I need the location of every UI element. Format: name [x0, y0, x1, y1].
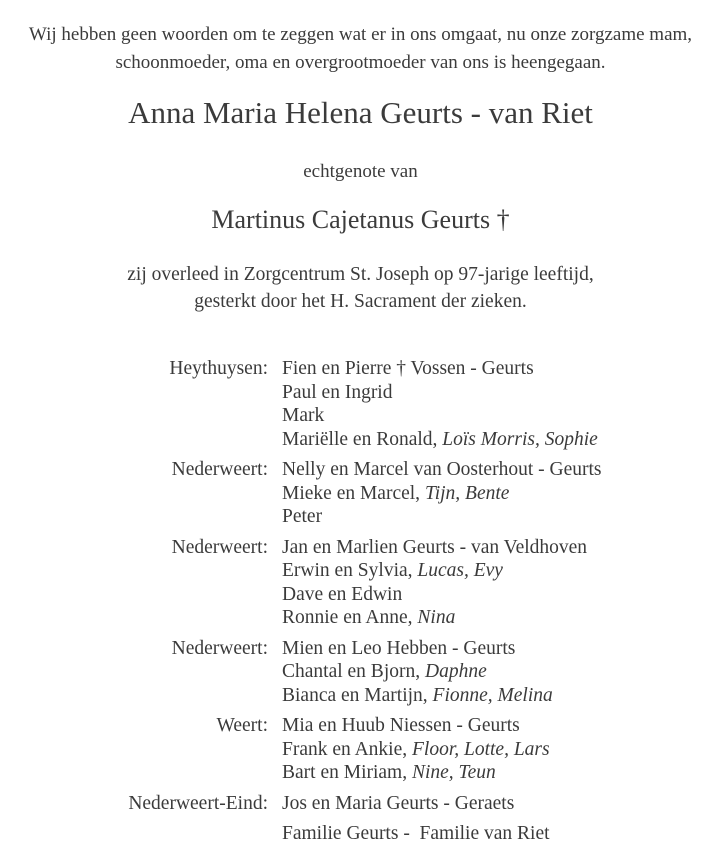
name-text: Mien en Leo Hebben - Geurts	[282, 637, 516, 659]
name-text: Bart en Miriam,	[282, 762, 412, 783]
family-line	[282, 583, 721, 607]
closing-row	[0, 822, 721, 846]
family-line	[282, 428, 721, 452]
family-line	[282, 505, 721, 529]
family-group	[0, 792, 721, 816]
family-line	[282, 559, 721, 583]
family-line	[282, 792, 721, 816]
name-text: Mieke en Marcel,	[282, 482, 425, 504]
child-names-italic: Fionne, Melina	[432, 684, 553, 706]
family-line	[282, 606, 721, 630]
family-lines	[282, 637, 721, 708]
family-line	[282, 404, 721, 428]
child-names-italic: Daphne	[424, 661, 487, 682]
name-text: Nelly en Marcel van Oosterhout - Geurts	[282, 459, 602, 480]
family-line	[282, 458, 721, 482]
family-place-label: Weert:	[216, 715, 268, 736]
child-names-italic: Lucas, Evy	[417, 560, 503, 581]
name-text: Ronnie en Anne,	[282, 607, 418, 628]
family-lines	[282, 357, 721, 451]
name-text: Bianca en Martijn,	[282, 684, 433, 706]
family-line	[282, 482, 721, 506]
family-line	[282, 660, 721, 684]
family-place-label: Nederweert:	[171, 459, 268, 480]
family-section	[0, 357, 721, 846]
family-lines	[282, 536, 721, 630]
spouse-name: Martinus Cajetanus Geurts †	[211, 205, 510, 234]
name-text: Peter	[282, 506, 323, 527]
child-names-italic: Nina	[417, 607, 456, 628]
family-group	[0, 357, 721, 451]
family-line	[282, 357, 721, 381]
family-lines	[282, 714, 721, 785]
family-group	[0, 637, 721, 708]
family-place-label: Nederweert-Eind:	[128, 792, 268, 814]
closing-place-spacer	[0, 822, 268, 846]
family-line	[282, 761, 721, 785]
deceased-name: Anna Maria Helena Geurts - van Riet	[128, 95, 593, 130]
family-group	[0, 536, 721, 630]
family-place-label: Heythuysen:	[169, 358, 268, 379]
death-notice-line-1: zij overleed in Zorgcentrum St. Joseph op 97-jarige leeftijd,	[127, 264, 594, 285]
family-line	[282, 738, 721, 762]
family-line	[282, 684, 721, 708]
family-line	[282, 381, 721, 405]
closing-line: Familie Geurts - Familie van Riet	[282, 823, 550, 844]
family-line	[282, 637, 721, 661]
death-notice-line-2: gesterkt door het H. Sacrament der zieken.	[194, 291, 527, 312]
name-text: Chantal en Bjorn,	[282, 661, 425, 682]
family-place-label: Nederweert:	[171, 637, 268, 659]
family-list	[0, 357, 721, 815]
family-group	[0, 458, 721, 529]
family-group	[0, 714, 721, 785]
child-names-italic: Nine, Teun	[411, 762, 496, 783]
child-names-italic: Loïs Morris, Sophie	[442, 428, 598, 450]
family-place-label: Nederweert:	[171, 536, 268, 558]
intro-text	[0, 0, 721, 77]
name-text: Erwin en Sylvia,	[282, 560, 418, 581]
name-text: Paul en Ingrid	[282, 381, 393, 403]
family-line	[282, 714, 721, 738]
child-names-italic: Tijn, Bente	[424, 482, 510, 504]
name-text: Jos en Maria Geurts - Geraets	[282, 792, 515, 814]
name-text: Mark	[282, 405, 325, 426]
name-text: Fien en Pierre † Vossen - Geurts	[282, 358, 534, 379]
name-text: Mariëlle en Ronald,	[282, 428, 443, 450]
name-text: Dave en Edwin	[282, 583, 403, 605]
death-notice	[0, 261, 721, 315]
relation-label: echtgenote van	[303, 161, 418, 182]
family-lines	[282, 792, 721, 816]
family-lines	[282, 458, 721, 529]
child-names-italic: Floor, Lotte, Lars	[411, 738, 550, 760]
closing-lines	[282, 822, 721, 846]
name-text: Jan en Marlien Geurts - van Veldhoven	[282, 536, 588, 558]
intro-line-1: Wij hebben geen woorden om te zeggen wat er in ons omgaat, nu onze zorgzame mam,	[28, 24, 693, 45]
intro-line-2: schoonmoeder, oma en overgrootmoeder van ons is heengegaan.	[115, 52, 606, 73]
name-text: Mia en Huub Niessen - Geurts	[282, 715, 520, 736]
name-text: Frank en Ankie,	[282, 738, 412, 760]
family-line	[282, 536, 721, 560]
